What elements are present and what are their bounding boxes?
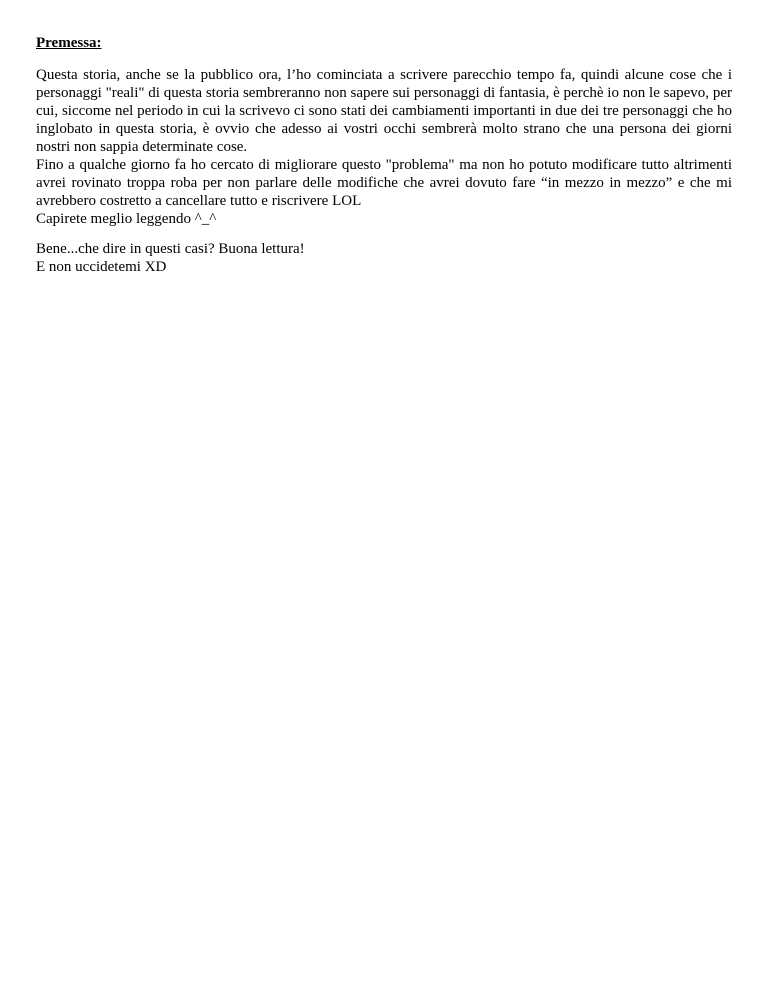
paragraph-intro: Questa storia, anche se la pubblico ora, l’ho cominciata a scrivere parecchio tempo fa, quindi alcune cose che i personaggi "reali" di questa storia sembreranno non sapere sui personaggi di fantasia, è perchè io non le sapevo, per cui, siccome nel periodo in cui la scrivevo ci sono stati dei cambiamenti importanti in due dei tre personaggi che ho inglobato in questa storia, è ovvio che adesso ai vostri occhi sembrerà molto strano che una persona dei giorni nostri non sappia determinate cose. — [36, 67, 732, 155]
document-heading: Premessa: — [36, 35, 102, 51]
paragraph-problem: Fino a qualche giorno fa ho cercato di migliorare questo "problema" ma non ho potuto modificare tutto altrimenti avrei rovinato troppa roba per non parlare delle modifiche che avrei dovuto fare “in mezzo in mezzo” e che mi avrebbero costretto a cancellare tutto e riscrivere LOL — [36, 157, 732, 209]
line-non-uccidetemi: E non uccidetemi XD — [36, 259, 167, 275]
document-page — [36, 34, 732, 276]
paragraph-gap — [36, 228, 732, 240]
line-bene: Bene...che dire in questi casi? Buona lettura! — [36, 241, 305, 257]
line-capirete: Capirete meglio leggendo ^_^ — [36, 211, 217, 227]
